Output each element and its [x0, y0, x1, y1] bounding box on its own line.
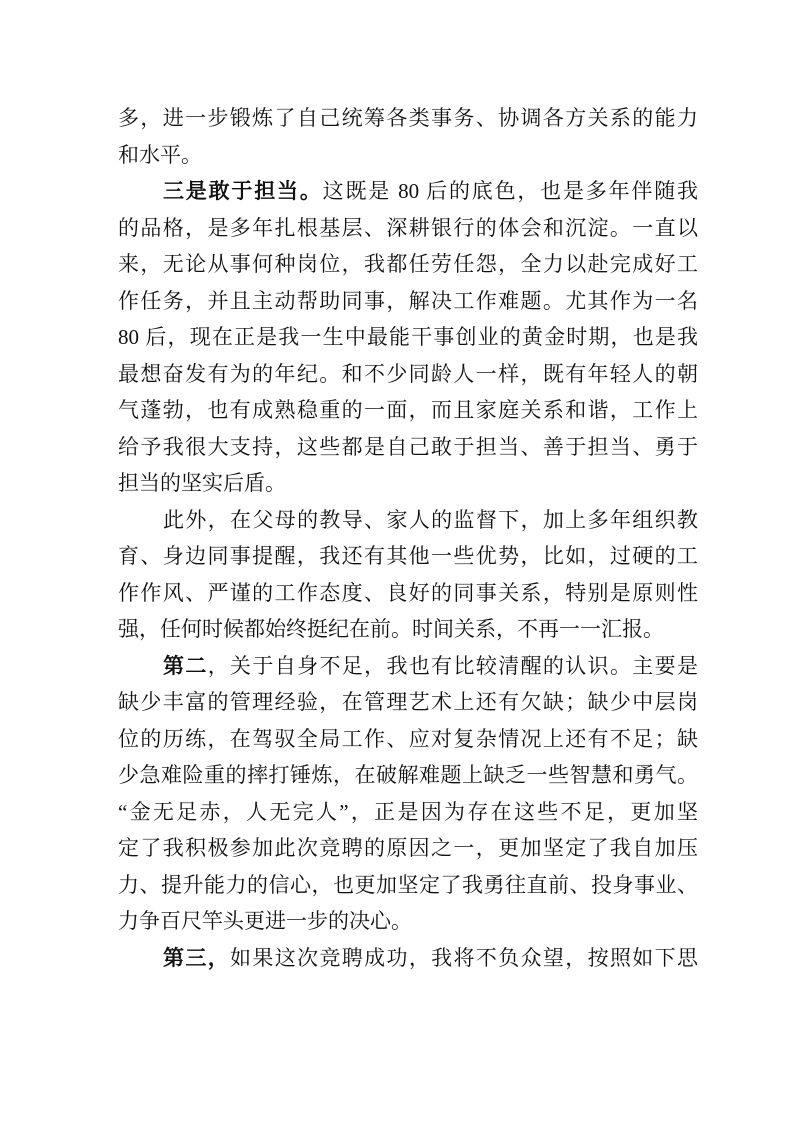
text-line — [118, 830, 698, 867]
line-text: 力争百尺竿头更进一步的决心。 — [118, 909, 412, 933]
line-text: 定了我积极参加此次竞聘的原因之一，更加坚定了我自加压 — [118, 836, 698, 860]
text-line — [118, 867, 698, 904]
text-line — [118, 465, 698, 502]
line-text: 此外，在父母的教导、家人的监督下，加上多年组织教 — [163, 507, 698, 532]
text-line — [118, 794, 698, 831]
line-text: 80 后，现在正是我一生中最能干事创业的黄金时期，也是我 — [118, 325, 698, 349]
line-text: 育、身边同事提醒，我还有其他一些优势，比如，过硬的工 — [118, 544, 698, 568]
line-text: 给予我很大支持，这些都是自己敢于担当、善于担当、勇于 — [118, 434, 698, 459]
line-text: 多，进一步锻炼了自己统筹各类事务、协调各方关系的能力 — [118, 106, 698, 130]
line-text: 强，任何时候都始终挺纪在前。时间关系，不再一一汇报。 — [118, 617, 664, 641]
text-line — [118, 611, 698, 648]
line-text: 如果这次竞聘成功，我将不负众望，按照如下思 — [230, 945, 699, 970]
text-line — [118, 538, 698, 575]
text-line — [118, 903, 698, 940]
text-line — [118, 137, 698, 174]
text-line — [118, 721, 698, 758]
text-line — [118, 319, 698, 356]
line-text: 气蓬勃，也有成熟稳重的一面，而且家庭关系和谐，工作上 — [118, 398, 698, 422]
line-text: 少急难险重的摔打锤炼，在破解难题上缺乏一些智慧和勇气。 — [118, 763, 698, 787]
text-line — [118, 502, 698, 539]
text-line — [118, 356, 698, 393]
line-text: 最想奋发有为的年纪。和不少同龄人一样，既有年轻人的朝 — [118, 361, 698, 386]
line-text: 这既是 80 后的底色，也是多年伴随我 — [322, 179, 699, 203]
text-line — [118, 246, 698, 283]
text-line — [118, 392, 698, 429]
text-line — [118, 757, 698, 794]
bold-heading: 第二 — [163, 653, 208, 678]
line-text: “金无足赤，人无完人”，正是因为存在这些不足，更加坚 — [118, 799, 698, 824]
text-line — [118, 100, 698, 137]
line-text: ，关于自身不足，我也有比较清醒的认识。主要是 — [207, 653, 699, 678]
text-line — [118, 940, 698, 977]
text-line — [118, 648, 698, 685]
bold-heading: 第三， — [163, 945, 231, 970]
line-text: 作作风、严谨的工作态度、良好的同事关系，特别是原则性 — [118, 580, 698, 605]
line-text: 作任务，并且主动帮助同事，解决工作难题。尤其作为一名 — [118, 288, 698, 313]
text-line — [118, 210, 698, 247]
text-line — [118, 575, 698, 612]
document-page — [118, 100, 698, 976]
line-text: 来，无论从事何种岗位，我都任劳任怨，全力以赴完成好工 — [118, 252, 698, 276]
line-text: 和水平。 — [118, 142, 202, 167]
text-line — [118, 429, 698, 466]
line-text: 缺少丰富的管理经验，在管理艺术上还有欠缺；缺少中层岗 — [118, 690, 698, 714]
line-text: 力、提升能力的信心，也更加坚定了我勇往直前、投身事业、 — [118, 872, 698, 897]
text-line — [118, 173, 698, 210]
line-text: 担当的坚实后盾。 — [118, 471, 286, 495]
line-text: 位的历练，在驾驭全局工作、应对复杂情况上还有不足；缺 — [118, 726, 698, 751]
text-line — [118, 283, 698, 320]
text-line — [118, 684, 698, 721]
bold-heading: 三是敢于担当。 — [163, 179, 323, 203]
line-text: 的品格，是多年扎根基层、深耕银行的体会和沉淀。一直以 — [118, 215, 698, 240]
